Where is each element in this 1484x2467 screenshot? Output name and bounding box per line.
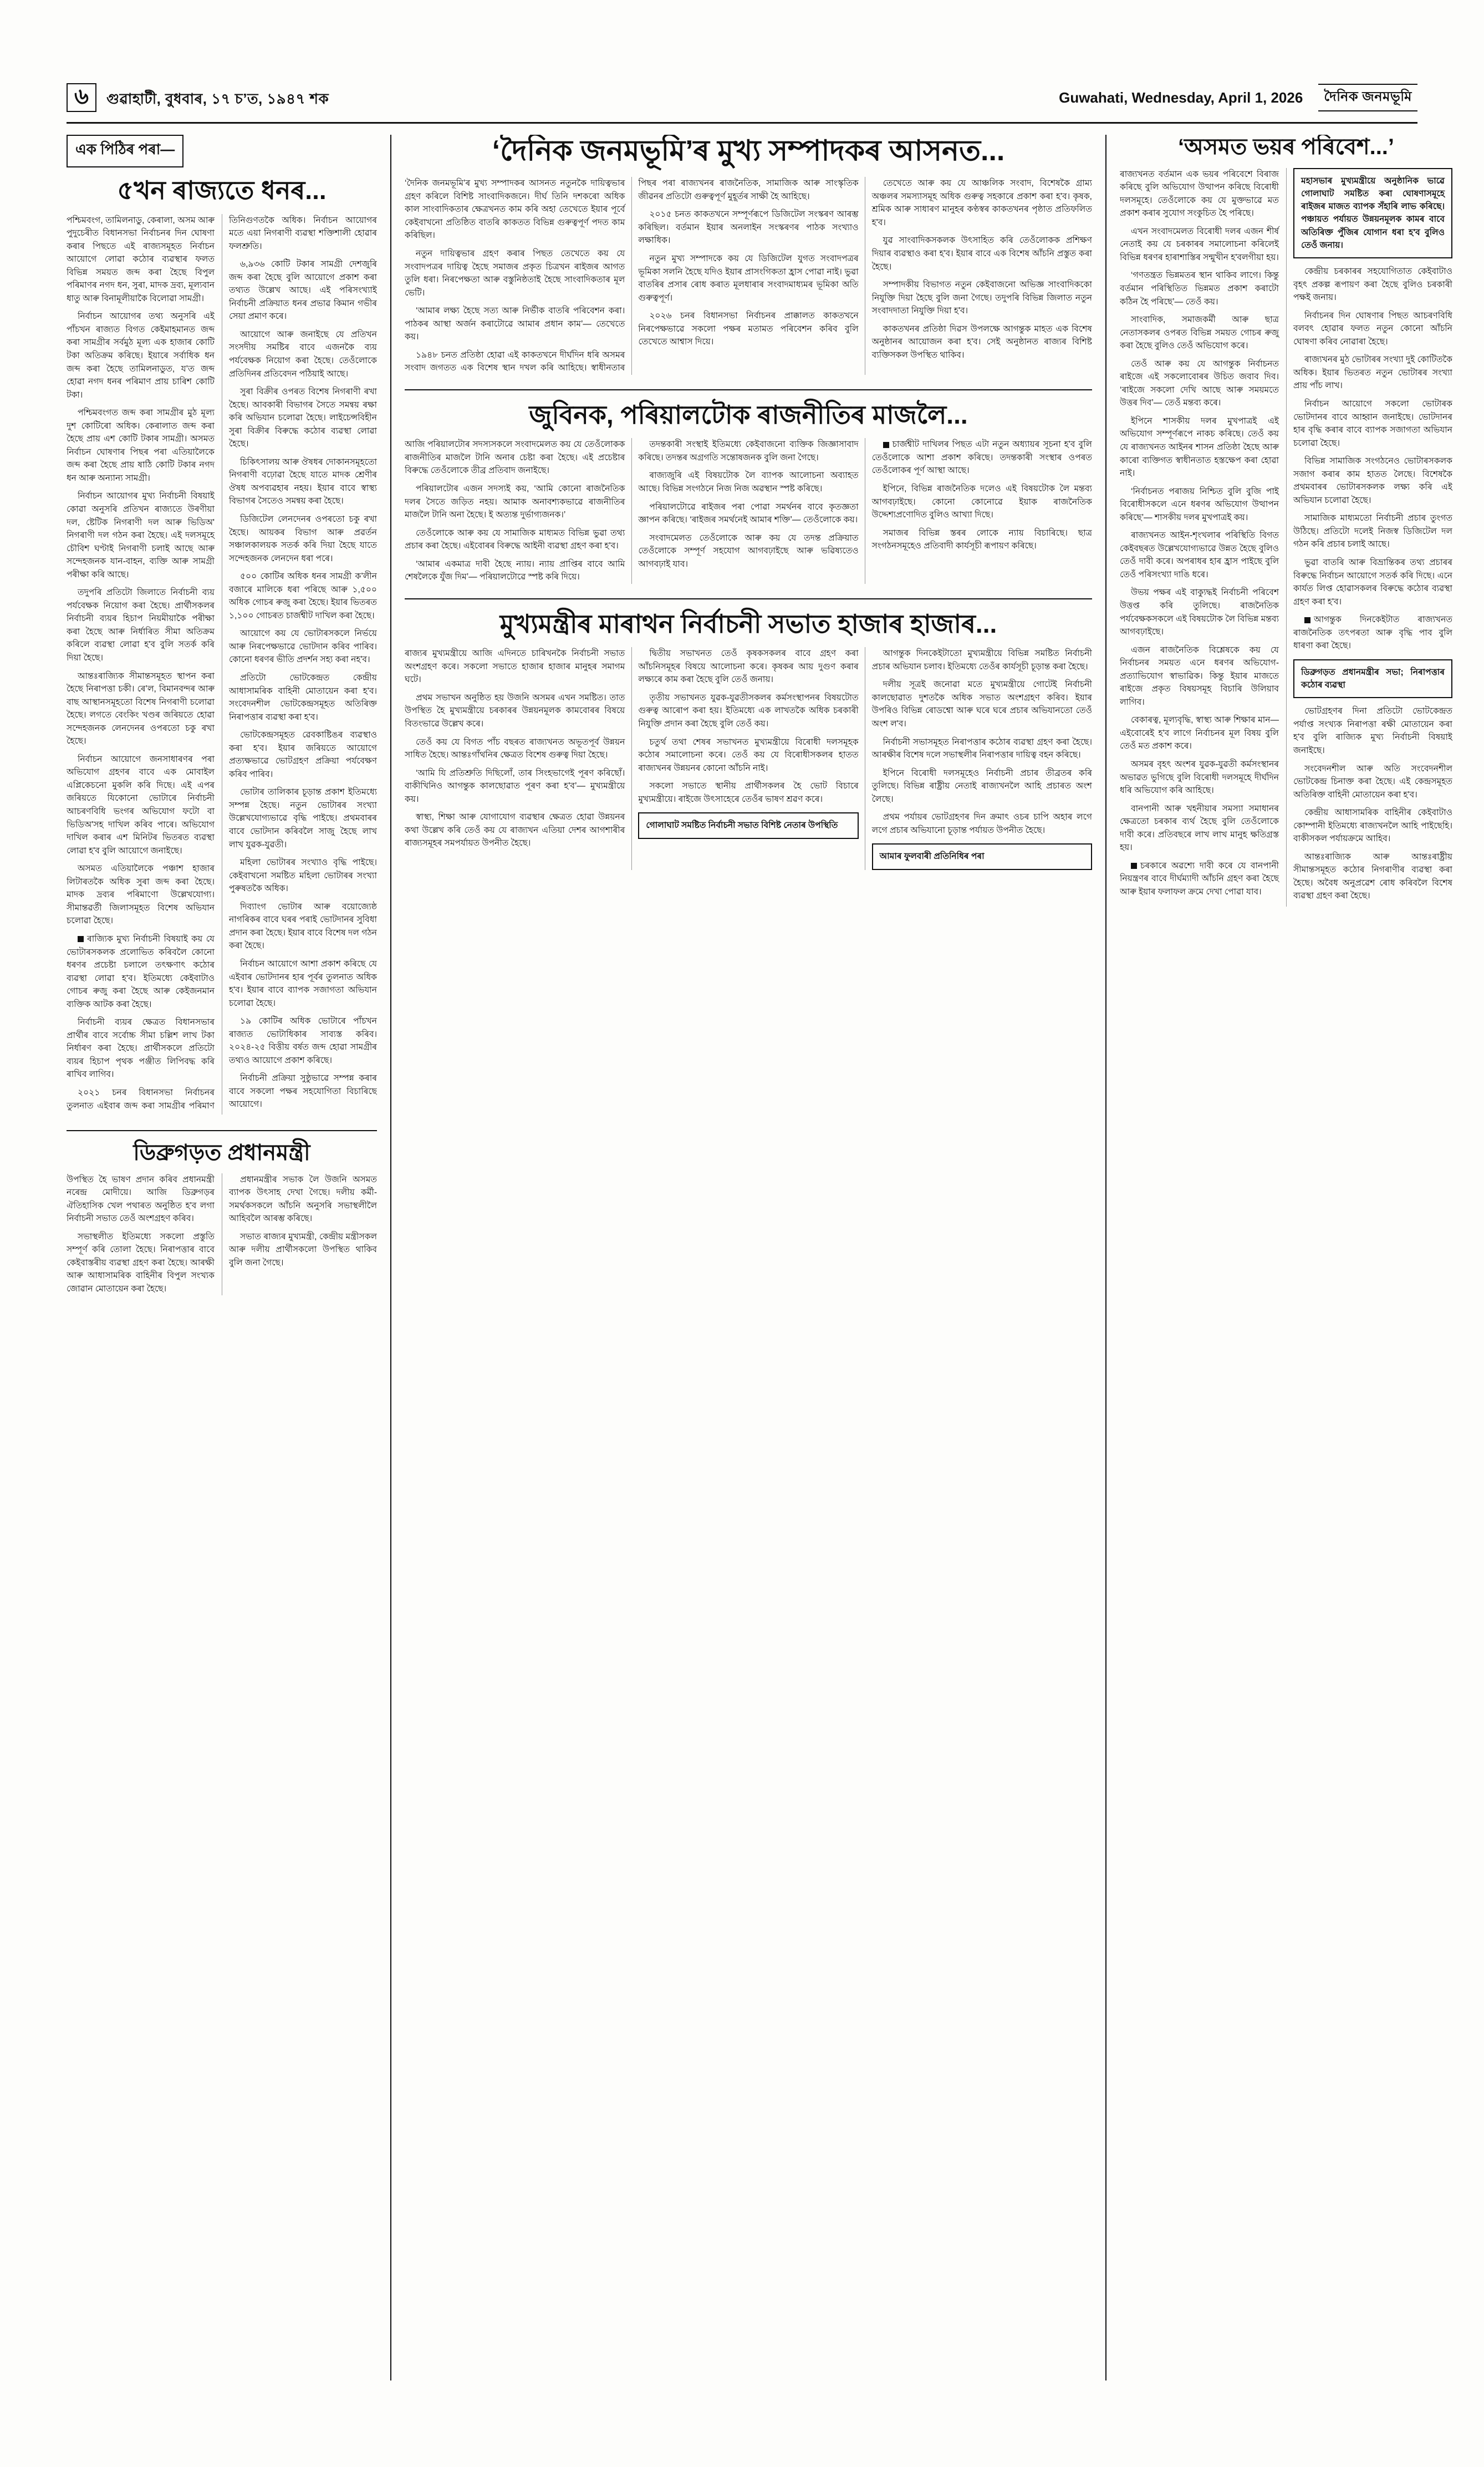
- column-left: [67, 135, 377, 2380]
- paragraph: সভাস্থলীত ইতিমধ্যে সকলো প্ৰস্তুতি সম্পূৰ্ণ কৰি তোলা হৈছে। নিৰাপত্তাৰ বাবে কেইবাস্তৰীয় ব্যৱস্থা গ্ৰহণ কৰা হৈছে। আৰক্ষী আৰু আধাসামৰিক বাহিনীৰ বিপুল সংখ্যক জোৱান মোতায়েন কৰা হৈছে।: [67, 1232, 215, 1294]
- paragraph: আন্তঃৰাজ্যিক সীমান্তসমূহত স্থাপন কৰা হৈছে নিৰাপত্তা চকী। ৰে’ল, বিমানবন্দৰ আৰু বাছ আস্থানসমূহতো বিশেষ নিগৰাণী চলোৱা হৈছে। লগতে বেংকিং খণ্ডৰ জৰিয়তে হোৱা সন্দেহজনক লেনদেনৰ ওপৰতো চকু ৰখা হৈছে।: [67, 671, 215, 746]
- paragraph: এজন ৰাজনৈতিক বিশ্লেষকে কয় যে নিৰ্বাচনৰ সময়ত এনে ধৰণৰ অভিযোগ-প্ৰত্যাভিযোগ স্বাভাৱিক। কিন্তু ইয়াৰ মাজতে ৰাইজে প্ৰকৃত বিষয়সমূহ বিচাৰি উলিয়াব লাগিব।: [1120, 645, 1279, 707]
- left-sub-body: [67, 1173, 377, 1296]
- paragraph: ৰাজ্যখনৰ মুঠ ভোটাৰৰ সংখ্যা দুই কোটিতকৈ অধিক। ইয়াৰ ভিতৰত নতুন ভোটাৰৰ সংখ্যা প্ৰায় পাঁচ লাখ।: [1293, 355, 1452, 391]
- column-right: [1120, 135, 1452, 2380]
- paragraph: ‘আমি যি প্ৰতিশ্ৰুতি দিছিলোঁ, তাৰ সিংহভাগেই পূৰণ কৰিছোঁ। বাকীখিনিও আগন্তুক কালছোৱাত পূৰণ কৰা হ'ব’— মুখ্যমন্ত্ৰীয়ে কয়।: [405, 768, 625, 804]
- paragraph: স্বাস্থ্য, শিক্ষা আৰু যোগাযোগ ব্যৱস্থাৰ ক্ষেত্ৰত হোৱা উন্নয়নৰ কথা উল্লেখ কৰি তেওঁ কয় যে ৰাজ্যখন এতিয়া দেশৰ আগশাৰীৰ ৰাজ্যসমূহৰ সমপৰ্যায়ত উপনীত হৈছে।: [405, 812, 625, 848]
- nameplate: দৈনিক জনমভূমি: [1318, 84, 1417, 111]
- paragraph: চাৰ্জশ্বীট দাখিলৰ পিছত এটা নতুন অধ্যায়ৰ সূচনা হ'ব বুলি তেওঁলোকে আশা প্ৰকাশ কৰিছে। তদন্তকাৰী সংস্থাৰ ওপৰত তেওঁলোকৰ পূৰ্ণ আস্থা আছে।: [872, 438, 1092, 477]
- paragraph: ১৯ কোটিৰ অধিক ভোটাৰে পাঁচখন ৰাজ্যত ভোটাধিকাৰ সাব্যস্ত কৰিব। ২০২৪-২৫ বিত্তীয় বৰ্ষত জব্দ হোৱা সামগ্ৰীৰ তথ্যও আয়োগে প্ৰকাশ কৰিছে।: [229, 1016, 377, 1065]
- paragraph: পৰিয়ালটোৰ এজন সদস্যই কয়, ‘আমি কোনো ৰাজনৈতিক দলৰ সৈতে জড়িত নহয়। আমাক অনাবশ্যকভাৱে ৰাজনীতিৰ মাজলৈ টানি অনা হৈছে। ই অত্যন্ত দুৰ্ভাগ্যজনক।’: [405, 484, 625, 520]
- paragraph: যুৱ সাংবাদিকসকলক উৎসাহিত কৰি তেওঁলোকক প্ৰশিক্ষণ দিয়াৰ ব্যৱস্থাও কৰা হ'ব। ইয়াৰ বাবে এক বিশেষ আঁচনি প্ৰস্তুত কৰা হৈছে।: [871, 236, 1092, 272]
- paragraph: ইপিনে বিৰোধী দলসমূহেও নিৰ্বাচনী প্ৰচাৰ তীব্ৰতৰ কৰি তুলিছে। বিভিন্ন ৰাষ্ট্ৰীয় নেতাই ৰাজ্যখনলৈ আহি প্ৰচাৰত অংশ লৈছে।: [871, 768, 1092, 804]
- paragraph: তেখেতে আৰু কয় যে আঞ্চলিক সংবাদ, বিশেষকৈ গ্ৰাম্য অঞ্চলৰ সমস্যাসমূহ অধিক গুৰুত্ব সহকাৰে প্ৰকাশ কৰা হ'ব। কৃষক, শ্ৰমিক আৰু সাধাৰণ মানুহৰ কণ্ঠস্বৰ কাকতখনৰ পৃষ্ঠাত প্ৰতিফলিত হ'ব।: [871, 179, 1092, 227]
- paragraph: ‘আমাৰ একমাত্ৰ দাবী হৈছে ন্যায়। ন্যায় প্ৰাপ্তিৰ বাবে আমি শেষলৈকে যুঁজ দিম’— পৰিয়ালটোৱে স্পষ্ট কৰি দিয়ে।: [405, 559, 625, 582]
- headline-left-main: ৫খন ৰাজ্যতে ধনৰ...: [117, 176, 327, 205]
- paragraph: নিৰ্বাচন আয়োগৰ তথ্য অনুসৰি এই পাঁচখন ৰাজ্যত বিগত কেইমাহমানত জব্দ কৰা সামগ্ৰীৰ সৰ্বমুঠ মূল্য এক হাজাৰ কোটি টকা অতিক্ৰম কৰিছে। ইয়াৰে সৰ্বাধিক ধন জব্দ কৰা হৈছে তামিলনাডুত, য’ত জব্দ হোৱা নগদ ধনৰ পৰিমাণ প্ৰায় চাৰিশ কোটি টকা।: [67, 312, 215, 400]
- paragraph: নিৰ্বাচন আয়োগে সকলো ভোটাৰক ভোটদানৰ বাবে আহ্বান জনাইছে। ভোটদানৰ হাৰ বৃদ্ধি কৰাৰ বাবে ব্যাপক সজাগতা অভিযান চলোৱা হৈছে।: [1293, 399, 1452, 448]
- paragraph: সামাজিক মাধ্যমতো নিৰ্বাচনী প্ৰচাৰ তুংগত উঠিছে। প্ৰতিটো দলেই নিজস্ব ডিজিটেল দল গঠন কৰি প্ৰচাৰ চলাই আছে।: [1293, 513, 1452, 550]
- inline-note: মহাসভাৰ মুখ্যমন্ত্ৰীয়ে অনুষ্ঠানিক ভাৱে গোলাঘাট সমষ্টিত কৰা ঘোষণাসমূহে ৰাইজৰ মাজত ব্যাপক সঁহাৰি লাভ কৰিছে। পঞ্চায়ত পৰ্যায়ত উন্নয়নমূলক কামৰ বাবে অতিৰিক্ত পুঁজিৰ যোগান ধৰা হ'ব বুলিও তেওঁ জনায়।: [1293, 168, 1452, 259]
- paragraph: প্ৰথম পৰ্যায়ৰ ভোটগ্ৰহণৰ দিন ক্ৰমাৎ ওচৰ চাপি অহাৰ লগে লগে প্ৰচাৰ অভিযানো চূড়ান্ত পৰ্যায়ত উপনীত হৈছে।: [871, 812, 1092, 835]
- paragraph: নিৰ্বাচনী সভাসমূহত নিৰাপত্তাৰ কঠোৰ ব্যৱস্থা গ্ৰহণ কৰা হৈছে। আৰক্ষীৰ বিশেষ দলে সভাস্থলীৰ নিৰাপত্তাৰ দায়িত্ব বহন কৰিছে।: [871, 737, 1092, 760]
- paragraph: ২০২৬ চনৰ বিধানসভা নিৰ্বাচনৰ প্ৰাক্কালত কাকতখনে নিৰপেক্ষভাৱে সকলো পক্ষৰ মতামত পৰিবেশন কৰিব বুলি তেখেতে আশ্বাস দিয়ে।: [638, 311, 859, 347]
- dateline-english: Guwahati, Wednesday, April 1, 2026: [1059, 89, 1303, 106]
- paragraph: ইপিনে, বিভিন্ন ৰাজনৈতিক দলেও এই বিষয়টোক লৈ মন্তব্য আগবঢ়াইছে। কোনো কোনোৱে ইয়াক ৰাজনৈতিক উদ্দেশ্যপ্ৰণোদিত বুলিও আখ্যা দিছে।: [871, 484, 1092, 520]
- paragraph: নিৰ্বাচনৰ দিন ঘোষণাৰ পিছত আচৰণবিধি বলবৎ হোৱাৰ ফলত নতুন কোনো আঁচনি ঘোষণা কৰিব নোৱাৰা হৈছে।: [1293, 311, 1452, 347]
- left-body: [67, 214, 377, 1115]
- inline-note: আমাৰ ফুলবাৰী প্ৰতিনিধিৰ পৰা: [872, 843, 1092, 869]
- paragraph: কেন্দ্ৰীয় চৰকাৰৰ সহযোগিতাত কেইবাটাও বৃহৎ প্ৰকল্প ৰূপায়ণ কৰা হৈছে বুলিও চৰকাৰী পক্ষই জনায়।: [1293, 267, 1452, 303]
- paragraph: ৰাজ্যখনত বৰ্তমান এক ভয়ৰ পৰিবেশে বিৰাজ কৰিছে বুলি অভিযোগ উত্থাপন কৰিছে বিৰোধী দলসমূহে। তেওঁলোকে কয় যে মুক্তভাৱে মত প্ৰকাশ কৰাৰ সুযোগ সংকুচিত হৈ পৰিছে।: [1120, 169, 1279, 218]
- paragraph: পশ্চিমবংগ, তামিলনাডু, কেৰালা, অসম আৰু পুদুচেৰীত বিধানসভা নিৰ্বাচনৰ দিন ঘোষণা কৰাৰ পিছতে এই ৰাজ্যসমূহত নিৰ্বাচন আয়োগে লোৱা কঠোৰ ব্যৱস্থাৰ ফলত বিভিন্ন সময়ত জব্দ কৰা হৈছে বিপুল পৰিমাণৰ নগদ ধন, সুৰা, মাদক দ্ৰব্য, মূল্যবান ধাতু আৰু বিনামূলীয়াকৈ বিলোৱা সামগ্ৰী।: [67, 215, 215, 303]
- paragraph: ‘গণতন্ত্ৰত ভিন্নমতৰ স্থান থাকিব লাগে। কিন্তু বৰ্তমান পৰিস্থিতিত ভিন্নমত প্ৰকাশ কৰাটো কঠিন হৈ পৰিছে’— তেওঁ কয়।: [1120, 271, 1279, 307]
- page-number: ৬: [67, 83, 96, 112]
- paragraph: নতুন মুখ্য সম্পাদকে কয় যে ডিজিটেল যুগত সংবাদপত্ৰৰ ভূমিকা সলনি হৈছে যদিও ইয়াৰ প্ৰাসংগিকতা হ্ৰাস পোৱা নাই। ভুৱা বাতৰিৰ প্ৰসাৰ ৰোধ কৰাত মূলধাৰাৰ সংবাদমাধ্যমৰ ভূমিকা অতি গুৰুত্বপূৰ্ণ।: [638, 253, 859, 303]
- paragraph: ২০২১ চনৰ বিধানসভা নিৰ্বাচনৰ তুলনাত এইবাৰ জব্দ কৰা সামগ্ৰীৰ পৰিমাণ তিনিগুণতকৈ অধিক। নিৰ্বাচন আয়োগৰ মতে এয়া নিগৰাণী ব্যৱস্থা শক্তিশালী হোৱাৰ ফলশ্ৰুতি।: [67, 215, 377, 1111]
- headline-center-third: মুখ্যমন্ত্ৰীৰ মাৰাথন নিৰ্বাচনী সভাত হাজাৰ হাজাৰ...: [405, 598, 1092, 638]
- column-kicker: এক পিঠিৰ পৰা—: [67, 135, 183, 167]
- paragraph: প্ৰতিটো ভোটকেন্দ্ৰত কেন্দ্ৰীয় আধাসামৰিক বাহিনী মোতায়েন কৰা হ'ব। সংবেদনশীল ভোটকেন্দ্ৰসমূহত অতিৰিক্ত নিৰাপত্তাৰ ব্যৱস্থা কৰা হ'ব।: [229, 673, 377, 722]
- paragraph: আয়োগে আৰু জনাইছে যে প্ৰতিখন সংসদীয় সমষ্টিৰ বাবে এজনকৈ ব্যয় পৰ্যবেক্ষক নিয়োগ কৰা হৈছে। তেওঁলোকে প্ৰতিদিনৰ প্ৰতিবেদন পঠিয়াই আছে।: [229, 329, 377, 379]
- paragraph: ‘আমাৰ লক্ষ্য হৈছে সত্য আৰু নিৰ্ভীক বাতৰি পৰিবেশন কৰা। পাঠকৰ আস্থা অৰ্জন কৰাটোৱে আমাৰ প্ৰধান কাম’— তেখেতে কয়।: [405, 306, 625, 342]
- paragraph: সংবেদনশীল আৰু অতি সংবেদনশীল ভোটকেন্দ্ৰ চিনাক্ত কৰা হৈছে। এই কেন্দ্ৰসমূহত অতিৰিক্ত বাহিনী মোতায়েন কৰা হ'ব।: [1293, 764, 1452, 800]
- masthead-right: [1059, 84, 1417, 111]
- paragraph: আগন্তুক দিনকেইটাত ৰাজ্যখনত ৰাজনৈতিক তৎপৰতা আৰু বৃদ্ধি পাব বুলি ধাৰণা কৰা হৈছে।: [1293, 613, 1452, 653]
- paragraph: ভোটগ্ৰহণৰ দিনা প্ৰতিটো ভোটকেন্দ্ৰত পৰ্যাপ্ত সংখ্যক নিৰাপত্তা ৰক্ষী মোতায়েন কৰা হ'ব বুলি ৰাজ্যিক মুখ্য নিৰ্বাচনী বিষয়াই জনাইছে।: [1293, 706, 1452, 755]
- paragraph: ভুৱা বাতৰি আৰু বিভ্ৰান্তিকৰ তথ্য প্ৰচাৰৰ বিৰুদ্ধে নিৰ্বাচন আয়োগে সতৰ্ক কৰি দিছে। এনে কাৰ্যত লিপ্ত হোৱাসকলৰ বিৰুদ্ধে কঠোৰ ব্যৱস্থা গ্ৰহণ কৰা হ'ব।: [1293, 558, 1452, 607]
- page-grid: [67, 135, 1452, 2380]
- paragraph: নিৰ্বাচন আয়োগৰ মুখ্য নিৰ্বাচনী বিষয়াই কোৱা অনুসৰি প্ৰতিখন ৰাজ্যতে উৰণীয়া দল, ষ্টেটিক নিগৰাণী দল আৰু ভিডিঅ' নিগৰাণী দল গঠন কৰা হৈছে। এই দলসমূহে চৌবিশ ঘণ্টাই নিগৰাণী চলাই আছে আৰু সন্দেহজনক যান-বাহন, ব্যক্তি আৰু সামগ্ৰী পৰীক্ষা কৰি আছে।: [67, 491, 215, 579]
- paragraph: পশ্চিমবংগত জব্দ কৰা সামগ্ৰীৰ মুঠ মূল্য দুশ কোটিৰো অধিক। কেৰালাত জব্দ কৰা হৈছে প্ৰায় এশ কোটি টকাৰ সামগ্ৰী। অসমত নিৰ্বাচন ঘোষণাৰ পিছৰ পৰা এতিয়ালৈকে জব্দ কৰা হৈছে প্ৰায় ষাঠি কোটি টকাৰ নগদ ধন আৰু অন্যান্য সামগ্ৰী।: [67, 408, 215, 483]
- paragraph: ‘নিৰ্বাচনত পৰাজয় নিশ্চিত বুলি বুজি পাই বিৰোধীসকলে এনে ধৰণৰ অভিযোগ উত্থাপন কৰিছে’— শাসকীয় দলৰ মুখপাত্ৰই কয়।: [1120, 486, 1279, 522]
- paragraph: তেওঁ কয় যে বিগত পাঁচ বছৰত ৰাজ্যখনত অভূতপূৰ্ব উন্নয়ন সাধিত হৈছে। আন্তঃগাঁথনিৰ ক্ষেত্ৰত বিশেষ গুৰুত্ব দিয়া হৈছে।: [405, 737, 625, 760]
- masthead: [67, 83, 1417, 124]
- paragraph: কেন্দ্ৰীয় আধাসামৰিক বাহিনীৰ কেইবাটাও কোম্পানী ইতিমধ্যে ৰাজ্যখনলৈ আহি পাইছেহি। বাকীসকল পৰ্যায়ক্ৰমে আহিব।: [1293, 808, 1452, 844]
- paragraph: সমাজৰ বিভিন্ন স্তৰৰ লোকে ন্যায় বিচাৰিছে। ছাত্ৰ সংগঠনসমূহেও প্ৰতিবাদী কাৰ্যসূচী ৰূপায়ণ কৰিছে।: [871, 528, 1092, 551]
- paragraph: তেওঁলোকে আৰু কয় যে সামাজিক মাধ্যমত বিভিন্ন ভুৱা তথ্য প্ৰচাৰ কৰা হৈছে। এইবোৰৰ বিৰুদ্ধে আইনী ব্যৱস্থা গ্ৰহণ কৰা হ'ব।: [405, 528, 625, 551]
- paragraph: সুৰা বিক্ৰীৰ ওপৰত বিশেষ নিগৰাণী ৰখা হৈছে। আবকাৰী বিভাগৰ সৈতে সমন্বয় ৰক্ষা কৰি অভিযান চলোৱা হৈছে। লাইচেন্সবিহীন সুৰা বিক্ৰীৰ বিৰুদ্ধে কঠোৰ ব্যৱস্থা লোৱা হৈছে।: [229, 387, 377, 449]
- paragraph: বানপানী আৰু খহনীয়াৰ সমস্যা সমাধানৰ ক্ষেত্ৰতো চৰকাৰ ব্যৰ্থ হৈছে বুলি তেওঁলোকে দাবী কৰে। প্ৰতিবছৰে লাখ লাখ মানুহ ক্ষতিগ্ৰস্ত হয়।: [1120, 803, 1279, 853]
- paragraph: তৃতীয় সভাখনত যুৱক-যুৱতীসকলৰ কৰ্মসংস্থাপনৰ বিষয়টোত গুৰুত্ব আৰোপ কৰা হয়। ইতিমধ্যে এক লাখতকৈ অধিক চৰকাৰী নিযুক্তি প্ৰদান কৰা হৈছে বুলি তেওঁ কয়।: [638, 693, 859, 729]
- paragraph: ‘দৈনিক জনমভূমি’ৰ মুখ্য সম্পাদকৰ আসনত নতুনকৈ দায়িত্বভাৰ গ্ৰহণ কৰিলে বিশিষ্ট সাংবাদিকজনে। দীৰ্ঘ তিনি দশকৰো অধিক কাল সাংবাদিকতাৰ ক্ষেত্ৰখনত কাম কৰি অহা তেখেতে ইয়াৰ পূৰ্বে কেইবাখনো প্ৰতিষ্ঠিত বাতৰি কাকতত বিভিন্ন গুৰুত্বপূৰ্ণ পদত কাম কৰিছিল।: [405, 179, 625, 241]
- paragraph: ৰাজ্যিক মুখ্য নিৰ্বাচনী বিষয়াই কয় যে ভোটাৰসকলক প্ৰলোভিত কৰিবলৈ কোনো ধৰণৰ প্ৰচেষ্টা চলালে তৎক্ষণাৎ কঠোৰ ব্যৱস্থা লোৱা হ'ব। ইতিমধ্যে কেইবাটাও গোচৰ ৰুজু কৰা হৈছে আৰু কেইজনমান ব্যক্তিক আটক কৰা হৈছে।: [67, 933, 215, 1011]
- paragraph: বেকাৰত্ব, মূল্যবৃদ্ধি, স্বাস্থ্য আৰু শিক্ষাৰ মান— এইবোৰেই হ'ব লাগে নিৰ্বাচনৰ মূল বিষয় বুলি তেওঁ মত প্ৰকাশ কৰে।: [1120, 715, 1279, 751]
- paragraph: নিৰ্বাচন আয়োগে জনসাধাৰণৰ পৰা অভিযোগ গ্ৰহণৰ বাবে এক মোবাইল এপ্লিকেচনো মুকলি কৰি দিছে। এই এপৰ জৰিয়তে যিকোনো ভোটাৰে নিৰ্বাচনী আচৰণবিধি ভংগৰ অভিযোগ ফটো বা ভিডিঅ'সহ দাখিল কৰিব পাৰে। অভিযোগ দাখিল কৰাৰ এশ মিনিটৰ ভিতৰত ব্যৱস্থা লোৱা হ'ব বুলি আয়োগে জনাইছে।: [67, 754, 215, 856]
- headline-right-main: ‘অসমত ভয়ৰ পৰিবেশ...’: [1177, 135, 1395, 159]
- paragraph: তেওঁ আৰু কয় যে আগন্তুক নিৰ্বাচনত ৰাইজে এই সকলোবোৰৰ উচিত জবাব দিব। ‘ৰাইজে সকলো দেখি আছে আৰু সময়মতে উত্তৰ দিব’— তেওঁ মন্তব্য কৰে।: [1120, 359, 1279, 408]
- paragraph: অসমৰ বৃহৎ অংশৰ যুৱক-যুৱতী কৰ্মসংস্থানৰ অভাৱত ভুগিছে বুলি বিৰোধী দলসমূহে দীৰ্ঘদিন ধৰি অভিযোগ কৰি আহিছে।: [1120, 760, 1279, 796]
- paragraph: নিৰ্বাচনী প্ৰক্ৰিয়া সুষ্ঠুভাৱে সম্পন্ন কৰাৰ বাবে সকলো পক্ষৰ সহযোগিতা বিচাৰিছে আয়োগে।: [229, 1074, 377, 1110]
- paragraph: ভোটাৰ তালিকাৰ চূড়ান্ত প্ৰকাশ ইতিমধ্যে সম্পন্ন হৈছে। নতুন ভোটাৰৰ সংখ্যা উল্লেখযোগ্যভাৱে বৃদ্ধি পাইছে। প্ৰথমবাৰৰ বাবে ভোটদান কৰিবলৈ সাজু হৈছে লাখ লাখ যুৱক-যুৱতী।: [229, 787, 377, 850]
- paragraph: আয়োগে কয় যে ভোটাৰসকলে নিৰ্ভয়ে আৰু নিৰপেক্ষভাৱে ভোটদান কৰিব পাৰিব। কোনো ধৰণৰ ভীতি প্ৰদৰ্শন সহ্য কৰা নহ'ব।: [229, 629, 377, 665]
- headline-left-sub: ডিব্ৰুগড়ত প্ৰধানমন্ত্ৰী: [67, 1130, 377, 1166]
- center-body-2: [405, 438, 1092, 583]
- paragraph: ৰাজ্যৰ মুখ্যমন্ত্ৰীয়ে আজি এদিনতে চাৰিখনকৈ নিৰ্বাচনী সভাত অংশগ্ৰহণ কৰে। সকলো সভাতে হাজাৰ হাজাৰ মানুহৰ সমাগম ঘটে।: [405, 649, 625, 685]
- masthead-left: [67, 83, 329, 112]
- paragraph: নিৰ্বাচনী ব্যয়ৰ ক্ষেত্ৰত বিধানসভাৰ প্ৰাৰ্থীৰ বাবে সৰ্বোচ্চ সীমা চল্লিশ লাখ টকা নিৰ্ধাৰণ কৰা হৈছে। প্ৰাৰ্থীসকলে প্ৰতিটো ব্যয়ৰ হিচাপ পৃথক পঞ্জীত লিপিবদ্ধ কৰি ৰাখিব লাগিব।: [67, 1018, 215, 1080]
- paragraph: ৫০০ কোটিৰ অধিক ধনৰ সামগ্ৰী ক’লীন বজাৰে মালিকে ধৰা পৰিছে আৰু ১,৫০০ অধিক গোচৰ ৰুজু কৰা হৈছে। ইয়াৰ ভিতৰত ১,১০০ গোচৰত চাৰ্জশ্বীট দাখিল কৰা হৈছে।: [229, 572, 377, 620]
- paragraph: আন্তঃৰাজ্যিক আৰু আন্তঃৰাষ্ট্ৰীয় সীমান্তসমূহত কঠোৰ নিগৰাণীৰ ব্যৱস্থা কৰা হৈছে। অবৈধ অনুপ্ৰৱেশ ৰোধ কৰিবলৈ বিশেষ ব্যৱস্থা গ্ৰহণ কৰা হৈছে।: [1293, 852, 1452, 901]
- column-center: [405, 135, 1092, 2380]
- paragraph: সম্পাদকীয় বিভাগত নতুন কেইবাজনো অভিজ্ঞ সাংবাদিককো নিযুক্তি দিয়া হৈছে বুলি জনা গৈছে। তদুপৰি বিভিন্ন জিলাত নতুন সংবাদদাতা নিযুক্তি দিয়া হ'ব।: [871, 280, 1092, 316]
- headline-center-main: ‘দৈনিক জনমভূমি’ৰ মুখ্য সম্পাদকৰ আসনত...: [492, 135, 1005, 167]
- paragraph: অসমত এতিয়ালৈকে পঞ্চাশ হাজাৰ লিটাৰতকৈ অধিক সুৰা জব্দ কৰা হৈছে। মাদক দ্ৰব্যৰ পৰিমাণো উল্লেখযোগ্য। সীমান্তৱৰ্তী জিলাসমূহত বিশেষ অভিযান চলোৱা হৈছে।: [67, 864, 215, 926]
- paragraph: ডিজিটেল লেনদেনৰ ওপৰতো চকু ৰখা হৈছে। আয়কৰ বিভাগ আৰু প্ৰৱৰ্তন সঞ্চালকালয়ক সতৰ্ক কৰি দিয়া হৈছে যাতে সন্দেহজনক লেনদেন ধৰা পৰে।: [229, 515, 377, 563]
- paragraph: প্ৰথম সভাখন অনুষ্ঠিত হয় উজনি অসমৰ এখন সমষ্টিত। তাত উপস্থিত হৈ মুখ্যমন্ত্ৰীয়ে চৰকাৰৰ উন্নয়নমূলক কামবোৰৰ বিষয়ে বিতংভাৱে উল্লেখ কৰে।: [405, 693, 625, 729]
- paragraph: তদন্তকাৰী সংস্থাই ইতিমধ্যে কেইবাজনো ব্যক্তিক জিজ্ঞাসাবাদ কৰিছে। তদন্তৰ অগ্ৰগতি সন্তোষজনক বুলি জনা গৈছে।: [638, 440, 859, 462]
- paragraph: নিৰ্বাচন আয়োগে আশা প্ৰকাশ কৰিছে যে এইবাৰ ভোটদানৰ হাৰ পূৰ্বৰ তুলনাত অধিক হ'ব। ইয়াৰ বাবে ব্যাপক সজাগতা অভিযান চলোৱা হৈছে।: [229, 959, 377, 1008]
- paragraph: ১৯৪৮ চনত প্ৰতিষ্ঠা হোৱা এই কাকতখনে দীৰ্ঘদিন ধৰি অসমৰ সংবাদ জগতত এক বিশেষ স্থান দখল কৰি আহিছে। স্বাধীনতাৰ পিছৰ পৰা ৰাজ্যখনৰ ৰাজনৈতিক, সামাজিক আৰু সাংস্কৃতিক জীৱনৰ প্ৰতিটো গুৰুত্বপূৰ্ণ মুহূৰ্তৰ সাক্ষী হৈ আহিছে।: [405, 179, 859, 373]
- paragraph: ৰাজ্যজুৰি এই বিষয়টোক লৈ ব্যাপক আলোচনা অব্যাহত আছে। বিভিন্ন সংগঠনে নিজ নিজ অৱস্থান স্পষ্ট কৰিছে।: [638, 471, 859, 494]
- paragraph: ২০১৫ চনত কাকতখনে সম্পূৰ্ণৰূপে ডিজিটেল সংস্কৰণ আৰম্ভ কৰিছিল। বৰ্তমান ইয়াৰ অনলাইন সংস্কৰণৰ পাঠক সংখ্যাও লক্ষাধিক।: [638, 210, 859, 246]
- paragraph: চৰকাৰে অৱশ্যে দাবী কৰে যে বানপানী নিয়ন্ত্ৰণৰ বাবে দীৰ্ঘম্যাদী আঁচনি গ্ৰহণ কৰা হৈছে আৰু ইয়াৰ ফলাফল ক্ৰমে দেখা পোৱা যাব।: [1120, 859, 1279, 899]
- inline-note: গোলাঘাট সমষ্টিত নিৰ্বাচনী সভাত বিশিষ্ট নেতাৰ উপস্থিতি: [638, 812, 858, 838]
- paragraph: ভোটকেন্দ্ৰসমূহত ৱেবকাষ্টিঙৰ ব্যৱস্থাও কৰা হ'ব। ইয়াৰ জৰিয়তে আয়োগে প্ৰত্যক্ষভাৱে ভোটগ্ৰহণ প্ৰক্ৰিয়া পৰ্যবেক্ষণ কৰিব পাৰিব।: [229, 730, 377, 779]
- paragraph: ৰাজ্যখনত আইন-শৃংখলাৰ পৰিস্থিতি বিগত কেইবছৰত উল্লেখযোগ্যভাৱে উন্নত হৈছে বুলিও তেওঁ দাবী কৰে। অপৰাধৰ হাৰ হ্ৰাস পাইছে বুলি তেওঁ পৰিসংখ্যা দাঙি ধৰে।: [1120, 531, 1279, 579]
- inline-note: ডিব্ৰুগড়ত প্ৰধানমন্ত্ৰীৰ সভা; নিৰাপত্তাৰ কঠোৰ ব্যৱস্থা: [1293, 659, 1452, 699]
- column-divider-2: [1105, 135, 1106, 2380]
- center-body-3: [405, 647, 1092, 869]
- paragraph: বিভিন্ন সামাজিক সংগঠনেও ভোটাৰসকলক সজাগ কৰাৰ কাম হাতত লৈছে। বিশেষকৈ প্ৰথমবাৰৰ ভোটাৰসকলক লক্ষ্য কৰি এই অভিযান চলোৱা হৈছে।: [1293, 456, 1452, 505]
- paragraph: সভাত ৰাজ্যৰ মুখ্যমন্ত্ৰী, কেন্দ্ৰীয় মন্ত্ৰীসকল আৰু দলীয় প্ৰাৰ্থীসকলো উপস্থিত থাকিব বুলি জনা গৈছে।: [229, 1232, 377, 1268]
- paragraph: দিব্যাংগ ভোটাৰ আৰু বয়োজ্যেষ্ঠ নাগৰিকৰ বাবে ঘৰৰ পৰাই ভোটদানৰ সুবিধা প্ৰদান কৰা হৈছে। ইয়াৰ বাবে বিশেষ দল গঠন কৰা হৈছে।: [229, 902, 377, 951]
- paragraph: উভয় পক্ষৰ এই বাক্যুদ্ধই নিৰ্বাচনী পৰিবেশ উত্তপ্ত কৰি তুলিছে। ৰাজনৈতিক পৰ্যবেক্ষকসকলে এই বিষয়টোক লৈ বিভিন্ন মন্তব্য আগবঢ়াইছে।: [1120, 588, 1279, 637]
- paragraph: সাংবাদিক, সমাজকৰ্মী আৰু ছাত্ৰ নেতাসকলৰ ওপৰত বিভিন্ন সময়ত গোচৰ ৰুজু কৰা হৈছে বুলিও তেওঁ অভিযোগ কৰে।: [1120, 315, 1279, 351]
- paragraph: সংবাদমেলত তেওঁলোকে আৰু কয় যে তদন্ত প্ৰক্ৰিয়াত তেওঁলোকে সম্পূৰ্ণ সহযোগ আগবঢ়াইছে আৰু ভৱিষ্যতেও আগবঢ়াই যাব।: [638, 533, 859, 569]
- dateline-assamese: গুৱাহাটী, বুধবাৰ, ১৭ চ’ত, ১৯৪৭ শক: [106, 90, 329, 107]
- center-body-1: [405, 177, 1092, 375]
- paragraph: তদুপৰি প্ৰতিটো জিলাতে নিৰ্বাচনী ব্যয় পৰ্যবেক্ষক নিয়োগ কৰা হৈছে। প্ৰাৰ্থীসকলৰ নিৰ্বাচনী ব্যয়ৰ হিচাপ নিয়মীয়াকৈ পৰীক্ষা কৰা হৈছে আৰু নিৰ্ধাৰিত সীমা অতিক্ৰম কৰিলে ব্যৱস্থা লোৱা হ'ব বুলি সতৰ্ক কৰি দিয়া হৈছে।: [67, 588, 215, 663]
- paragraph: পৰিয়ালটোৱে ৰাইজৰ পৰা পোৱা সমৰ্থনৰ বাবে কৃতজ্ঞতা জ্ঞাপন কৰিছে। ‘ৰাইজৰ সমৰ্থনেই আমাৰ শক্তি’— তেওঁলোকে কয়।: [638, 502, 859, 525]
- paragraph: আজি পৰিয়ালটোৰ সদস্যসকলে সংবাদমেলত কয় যে তেওঁলোকক ৰাজনীতিৰ মাজলৈ টানি অনাৰ চেষ্টা কৰা হৈছে। এই প্ৰচেষ্টাৰ বিৰুদ্ধে তেওঁলোকে তীব্ৰ প্ৰতিবাদ জনাইছে।: [405, 440, 625, 476]
- paragraph: চতুৰ্থ তথা শেষৰ সভাখনত মুখ্যমন্ত্ৰীয়ে বিৰোধী দলসমূহক কঠোৰ সমালোচনা কৰে। তেওঁ কয় যে বিৰোধীসকলৰ হাতত ৰাজ্যখনৰ উন্নয়নৰ কোনো আঁচনি নাই।: [638, 737, 859, 773]
- paragraph: আগন্তুক দিনকেইটাতো মুখ্যমন্ত্ৰীয়ে বিভিন্ন সমষ্টিত নিৰ্বাচনী প্ৰচাৰ অভিযান চলাব। ইতিমধ্যে তেওঁৰ কাৰ্যসূচী চূড়ান্ত কৰা হৈছে।: [871, 649, 1092, 672]
- paragraph: দ্বিতীয় সভাখনত তেওঁ কৃষকসকলৰ বাবে গ্ৰহণ কৰা আঁচনিসমূহৰ বিষয়ে আলোচনা কৰে। কৃষকৰ আয় দুগুণ কৰাৰ লক্ষ্যৰে কাম কৰা হৈছে বুলি তেওঁ জনায়।: [638, 649, 859, 685]
- paragraph: এখন সংবাদমেলত বিৰোধী দলৰ এজন শীৰ্ষ নেতাই কয় যে চৰকাৰৰ সমালোচনা কৰিলেই বিভিন্ন ধৰণৰ হাৰাশাস্তিৰ সন্মুখীন হ'বলগীয়া হয়।: [1120, 226, 1279, 262]
- paragraph: মহিলা ভোটাৰৰ সংখ্যাও বৃদ্ধি পাইছে। কেইবাখনো সমষ্টিত মহিলা ভোটাৰৰ সংখ্যা পুৰুষতকৈ অধিক।: [229, 858, 377, 894]
- paragraph: প্ৰধানমন্ত্ৰীৰ সভাক লৈ উজনি অসমত ব্যাপক উৎসাহ দেখা গৈছে। দলীয় কৰ্মী-সমৰ্থকসকলে আঁচনি অনুসৰি সভাস্থলীলৈ আহিবলৈ আৰম্ভ কৰিছে।: [229, 1174, 377, 1224]
- paragraph: সকলো সভাতে স্থানীয় প্ৰাৰ্থীসকলৰ হৈ ভোট বিচাৰে মুখ্যমন্ত্ৰীয়ে। ৰাইজে উৎসাহেৰে তেওঁৰ ভাষণ শ্ৰৱণ কৰে।: [638, 781, 859, 804]
- paragraph: কাকতখনৰ প্ৰতিষ্ঠা দিৱস উপলক্ষে আগন্তুক মাহত এক বিশেষ অনুষ্ঠানৰ আয়োজন কৰা হ'ব। সেই অনুষ্ঠানত ৰাজ্যৰ বিশিষ্ট ব্যক্তিসকল উপস্থিত থাকিব।: [871, 324, 1092, 360]
- paragraph: নতুন দায়িত্বভাৰ গ্ৰহণ কৰাৰ পিছত তেখেতে কয় যে সংবাদপত্ৰৰ দায়িত্ব হৈছে সমাজৰ প্ৰকৃত চিত্ৰখন ৰাইজৰ আগত তুলি ধৰা। নিৰপেক্ষতা আৰু বস্তুনিষ্ঠতাই হৈছে সাংবাদিকতাৰ মূল ভেটি।: [405, 248, 625, 298]
- paragraph: ইপিনে শাসকীয় দলৰ মুখপাত্ৰই এই অভিযোগ সম্পূৰ্ণৰূপে নাকচ কৰিছে। তেওঁ কয় যে ৰাজ্যখনত আইনৰ শাসন প্ৰতিষ্ঠা হৈছে আৰু কাৰো ব্যক্তিগত স্বাধীনতাত হস্তক্ষেপ কৰা হোৱা নাই।: [1120, 416, 1279, 479]
- right-body-1: [1120, 168, 1452, 907]
- paragraph: চিকিৎসালয় আৰু ঔষধৰ দোকানসমূহতো নিগৰাণী বঢ়োৱা হৈছে যাতে মাদক শ্ৰেণীৰ ঔষধ অপব্যৱহাৰ নহয়। ইয়াৰ বাবে স্বাস্থ্য বিভাগৰ সৈতেও সমন্বয় কৰা হৈছে।: [229, 457, 377, 506]
- column-divider-1: [390, 135, 391, 2380]
- headline-center-second: জুবিনক, পৰিয়ালটোক ৰাজনীতিৰ মাজলৈ...: [405, 389, 1092, 429]
- paragraph: উপস্থিত হৈ ভাষণ প্ৰদান কৰিব প্ৰধানমন্ত্ৰী নৰেন্দ্ৰ মোদীয়ে। আজি ডিব্ৰুগড়ৰ ঐতিহাসিক খেল পথাৰত অনুষ্ঠিত হ'ব লগা নিৰ্বাচনী সভাত তেওঁ অংশগ্ৰহণ কৰিব।: [67, 1174, 215, 1224]
- paragraph: ৬,৯৩৬ কোটি টকাৰ সামগ্ৰী দেশজুৰি জব্দ কৰা হৈছে বুলি আয়োগে প্ৰকাশ কৰা তথ্যত উল্লেখ আছে। এই পৰিসংখ্যাই নিৰ্বাচনী প্ৰক্ৰিয়াত ধনৰ প্ৰভাৱ কিমান গভীৰ সেয়া প্ৰমাণ কৰে।: [229, 260, 377, 322]
- paragraph: দলীয় সূত্ৰই জনোৱা মতে মুখ্যমন্ত্ৰীয়ে গোটেই নিৰ্বাচনী কালছোৱাত দুশতকৈ অধিক সভাত অংশগ্ৰহণ কৰিব। ইয়াৰ উপৰিও বিভিন্ন ৰোডশ্বো আৰু ঘৰে ঘৰে প্ৰচাৰ অভিযানতো তেওঁ অংশ ল'ব।: [871, 680, 1092, 729]
